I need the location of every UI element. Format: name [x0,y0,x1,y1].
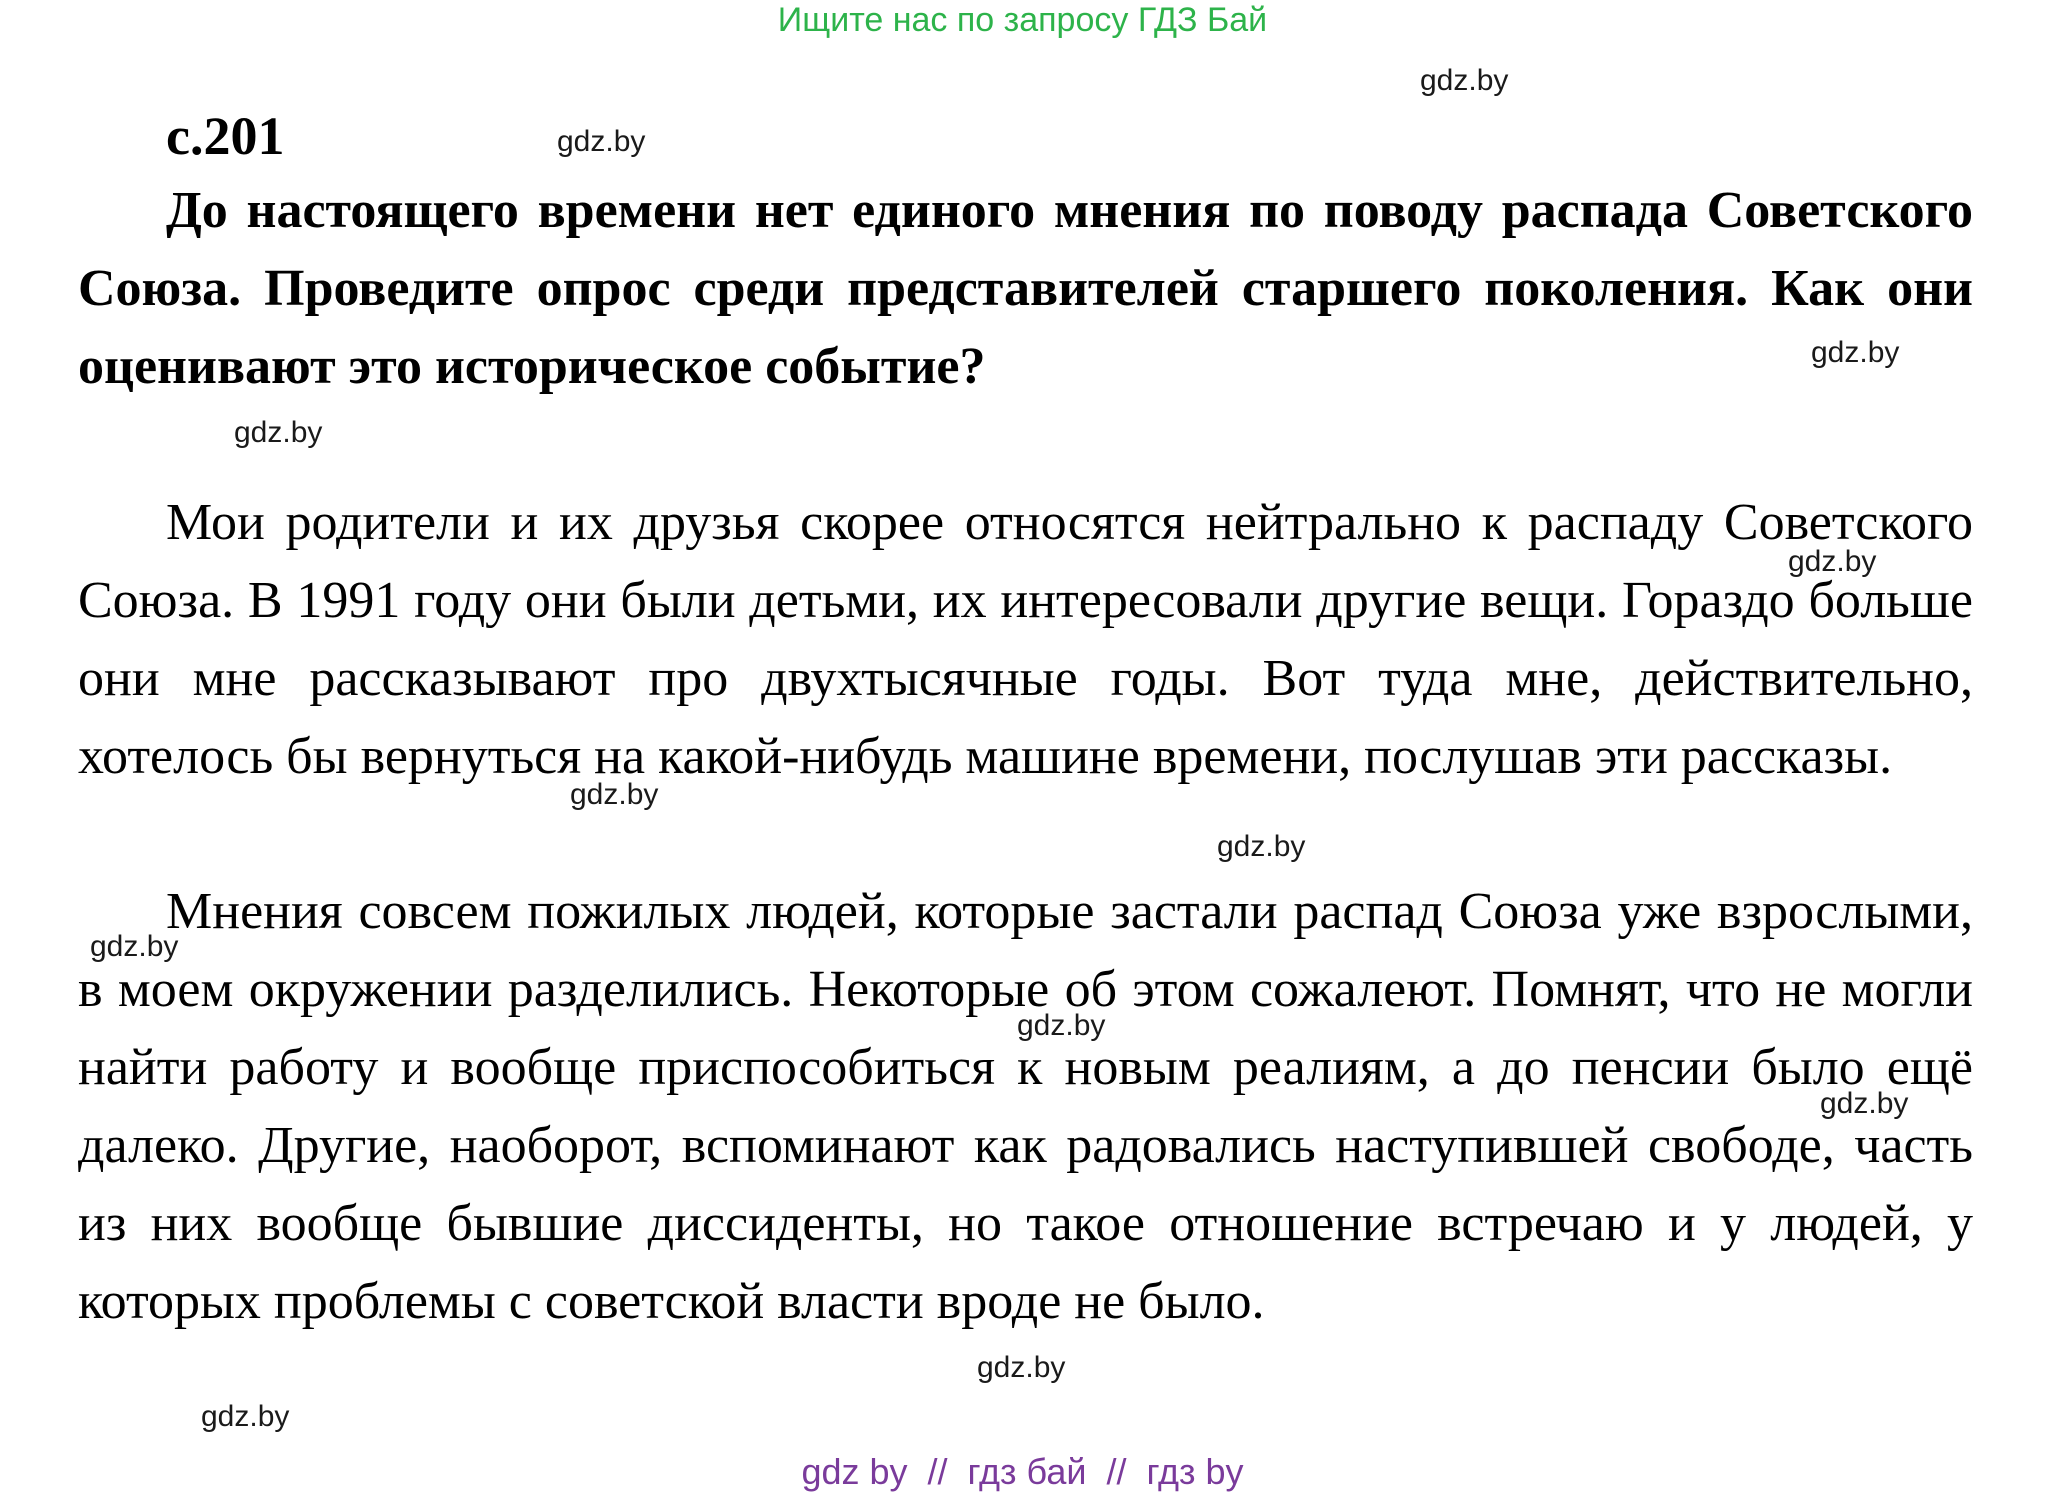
answer-paragraph-2: Мнения совсем пожилых людей, которые застали распад Союза уже взрослыми, в моем окружении разделились. Некоторые об этом сожалеют. Помнят, что не могли найти работу и вообще приспособиться к новым реалиям, а до пенсии было ещё далеко. Другие, наоборот, вспоминают как радовались наступившей свободе, часть из них вообще бывшие диссиденты, но такое отношение встречаю и у людей, у которых проблемы с советской власти вроде не было. [78,883,1973,1330]
footer-links: gdz by // гдз бай // гдз by [801,1451,1244,1492]
watermark: gdz.by [1017,1009,1106,1042]
question-text: До настоящего времени нет единого мнения по поводу распада Советского Союза. Проведите опрос среди представителей старшего поколения. Как они оценивают это историческое событие? [78,182,1973,395]
watermark: gdz.by [1820,1087,1909,1120]
watermark: gdz.by [1217,830,1306,863]
watermark: gdz.by [1788,545,1877,578]
watermark: gdz.by [201,1400,290,1433]
watermark: gdz.by [90,930,179,963]
watermark: gdz.by [977,1351,1066,1384]
page-number: с.201 [166,106,285,166]
watermark: gdz.by [1420,64,1509,97]
answer-paragraph-1: Мои родители и их друзья скорее относятся нейтрально к распаду Советского Союза. В 1991 году они были детьми, их интересовали другие вещи. Гораздо больше они мне рассказывают про двухтысячные годы. Вот туда мне, действительно, хотелось бы вернуться на какой-нибудь машине времени, послушав эти рассказы. [78,494,1973,785]
top-banner: Ищите нас по запросу ГДЗ Бай [777,1,1268,39]
watermark: gdz.by [570,778,659,811]
watermark: gdz.by [1811,336,1900,369]
watermark: gdz.by [234,416,323,449]
watermark: gdz.by [557,125,646,158]
